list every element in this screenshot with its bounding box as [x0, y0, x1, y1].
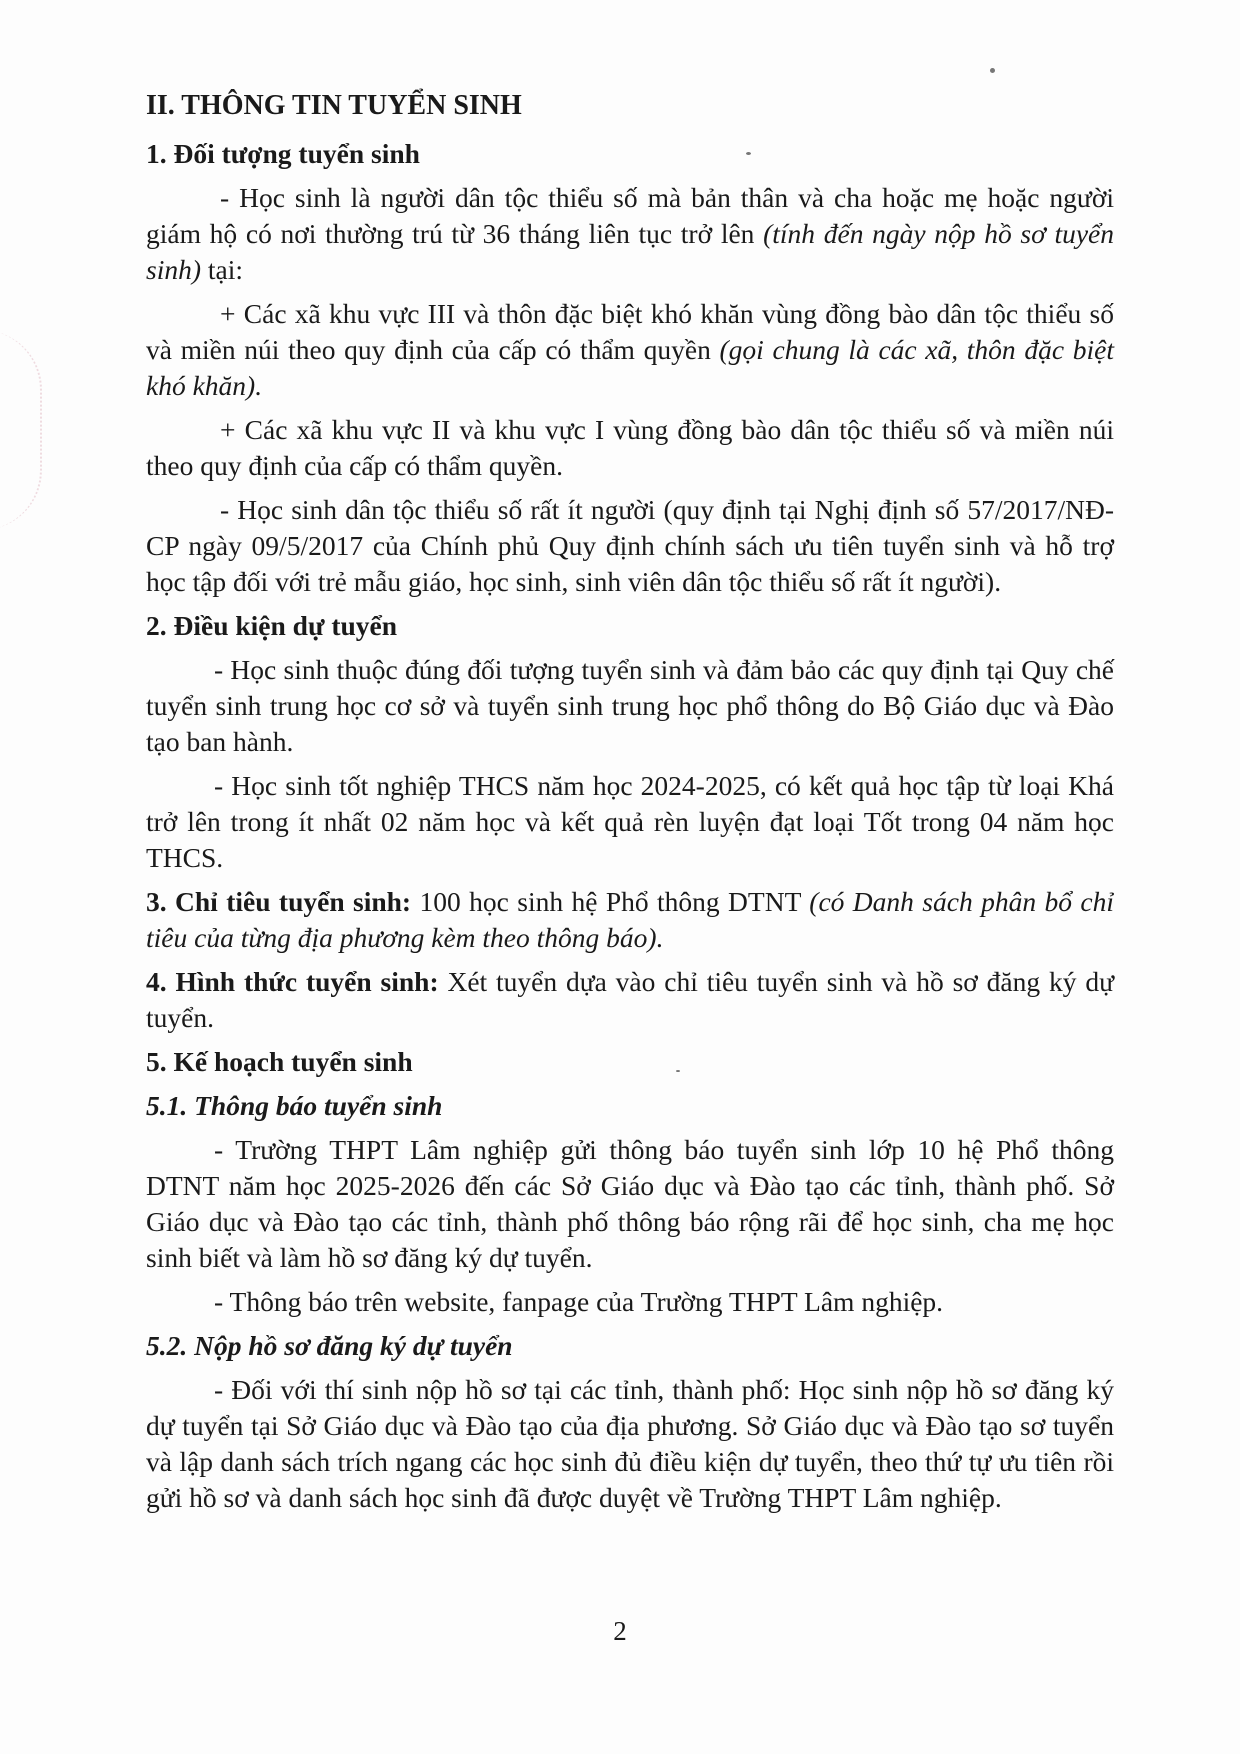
paragraph-text: - Học sinh là người dân tộc thiểu số mà bản thân và cha hoặc mẹ hoặc người giám hộ có nơi thường trú từ 36 tháng liên tục trở lên [146, 182, 1114, 249]
stamp-edge-trace [0, 330, 42, 530]
paragraph-label: 3. Chỉ tiêu tuyển sinh: [146, 886, 412, 917]
paragraph-thong-bao-2: - Thông báo trên website, fanpage của Trường THPT Lâm nghiệp. [214, 1286, 944, 1317]
paragraph-italic-note: (tính đến ngày nộp hồ sơ tuyển sinh) [146, 218, 1115, 285]
paragraph-dieu-kien-2: - Học sinh tốt nghiệp THCS năm học 2024-2025, có kết quả học tập từ loại Khá trở lên trong ít nhất 02 năm học và kết quả rèn luyện đạt loại Tốt trong 04 năm học THCS. [146, 770, 1114, 873]
paragraph-thong-bao-1: - Trường THPT Lâm nghiệp gửi thông báo tuyển sinh lớp 10 hệ Phổ thông DTNT năm học 2025-2026 đến các Sở Giáo dục và Đào tạo các tỉnh, thành phố. Sở Giáo dục và Đào tạo các tỉnh, thành phố thông báo rộng rãi để học sinh, cha mẹ học sinh biết và làm hồ sơ đăng ký dự tuyển. [146, 1134, 1114, 1273]
paragraph-text: 100 học sinh hệ Phổ thông DTNT [411, 886, 810, 917]
paragraph-hinh-thuc [146, 964, 1114, 1036]
paragraph-chi-tieu [146, 884, 1114, 956]
scan-speck [990, 68, 995, 73]
paragraph-text: tại: [201, 254, 244, 285]
paragraph-text: + Các xã khu vực III và thôn đặc biệt khó khăn vùng đồng bào dân tộc thiểu số và miền núi theo quy định của cấp có thẩm quyền [146, 298, 1114, 365]
paragraph-text: Xét tuyển dựa vào chỉ tiêu tuyển sinh và hồ sơ đăng ký dự tuyển. [146, 966, 1114, 1033]
paragraph-doi-tuong-4: - Học sinh dân tộc thiểu số rất ít người (quy định tại Nghị định số 57/2017/NĐ-CP ngày 09/5/2017 của Chính phủ Quy định chính sách ưu tiên tuyển sinh và hỗ trợ học tập đối với trẻ mẫu giáo, học sinh, sinh viên dân tộc thiểu số rất ít người). [146, 494, 1114, 597]
heading-dieu-kien: 2. Điều kiện dự tuyển [146, 610, 398, 641]
paragraph-nop-ho-so-1: - Đối với thí sinh nộp hồ sơ tại các tỉnh, thành phố: Học sinh nộp hồ sơ đăng ký dự tuyển tại Sở Giáo dục và Đào tạo của địa phương. Sở Giáo dục và Đào tạo sơ tuyển và lập danh sách trích ngang các học sinh đủ điều kiện dự tuyển, theo thứ tự ưu tiên rồi gửi hồ sơ và danh sách học sinh đã được duyệt về Trường THPT Lâm nghiệp. [146, 1374, 1114, 1513]
subheading-thong-bao: 5.1. Thông báo tuyển sinh [146, 1090, 443, 1121]
paragraph-doi-tuong-2 [146, 296, 1114, 404]
section-title: II. THÔNG TIN TUYỂN SINH [146, 90, 522, 121]
paragraph-italic-note: (gọi chung là các xã, thôn đặc biệt khó khăn). [146, 334, 1114, 401]
page-number: 2 [613, 1616, 627, 1646]
subheading-nop-ho-so: 5.2. Nộp hồ sơ đăng ký dự tuyển [146, 1330, 513, 1361]
paragraph-italic-note: (có Danh sách phân bổ chỉ tiêu của từng địa phương kèm theo thông báo). [146, 886, 1114, 953]
heading-ke-hoach: 5. Kế hoạch tuyển sinh [146, 1046, 413, 1077]
paragraph-label: 4. Hình thức tuyển sinh: [146, 966, 439, 997]
paragraph-doi-tuong-3: + Các xã khu vực II và khu vực I vùng đồng bào dân tộc thiểu số và miền núi theo quy định của cấp có thẩm quyền. [146, 414, 1114, 481]
paragraph-dieu-kien-1: - Học sinh thuộc đúng đối tượng tuyển sinh và đảm bảo các quy định tại Quy chế tuyển sinh trung học cơ sở và tuyển sinh trung học phổ thông do Bộ Giáo dục và Đào tạo ban hành. [146, 654, 1114, 757]
heading-doi-tuong: 1. Đối tượng tuyển sinh [146, 138, 420, 169]
paragraph-doi-tuong-1 [146, 180, 1114, 288]
document-body [146, 88, 1114, 1524]
